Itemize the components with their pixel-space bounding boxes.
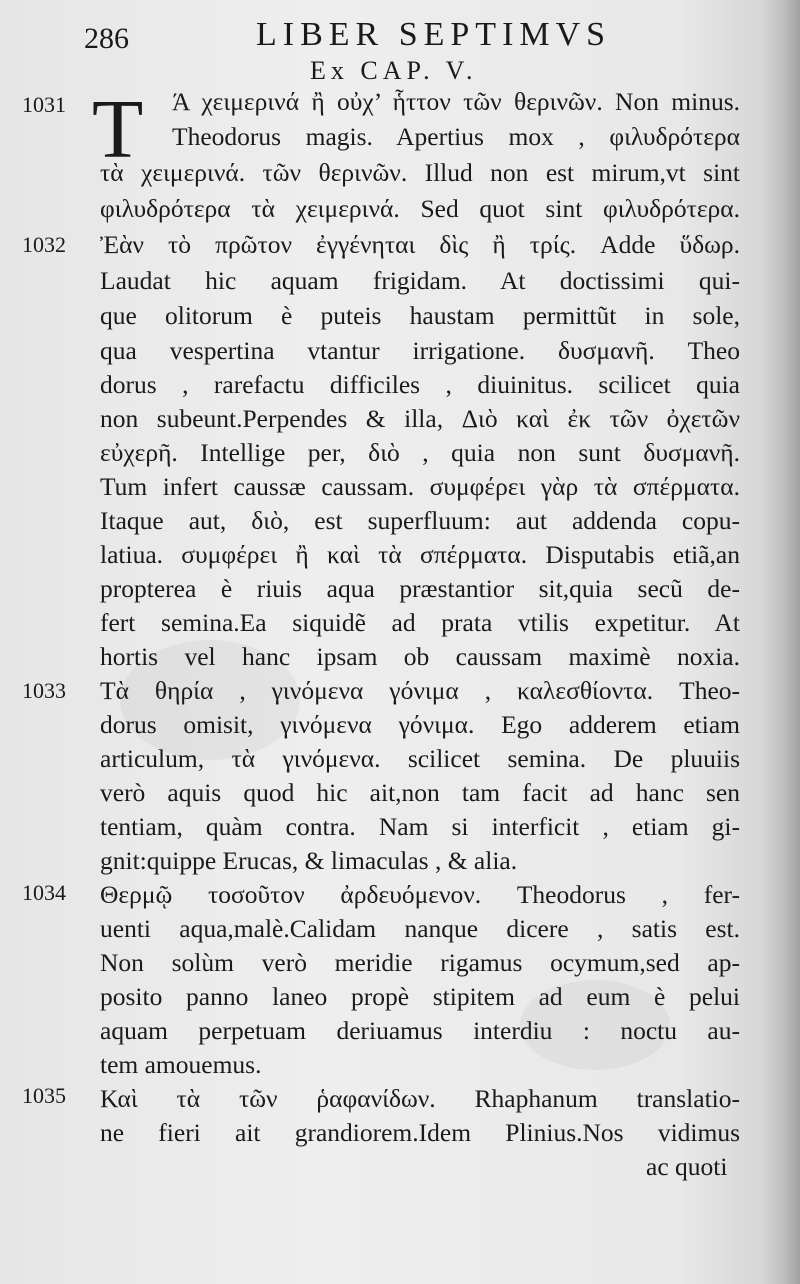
text-line: uenti aqua,malè.Calidam nanque dicere , satis est. bbox=[100, 914, 740, 943]
text-line: ne fieri ait grandiorem.Idem Plinius.Nos vidimus bbox=[100, 1118, 740, 1147]
text-line: hortis vel hanc ipsam ob caussam maximè noxia. bbox=[100, 642, 740, 671]
text-line: Non solùm verò meridie rigamus ocymum,sed ap- bbox=[100, 948, 740, 977]
text-line: φιλυδρότερα τὰ χειμερινά. Sed quot sint φιλυδρότερα. bbox=[100, 194, 740, 223]
text-line: propterea è riuis aqua præstantior sit,quia secũ de- bbox=[100, 574, 740, 603]
text-line: latiua. συμφέρει ἢ καὶ τὰ σπέρματα. Disputabis etiã,an bbox=[100, 540, 740, 569]
text-line: tem amouemus. bbox=[100, 1050, 262, 1079]
text-line: Καὶ τὰ τῶν ῥαφανίδων. Rhaphanum translatio- bbox=[100, 1084, 740, 1113]
text-line: Itaque aut, διὸ, est superfluum: aut addenda copu- bbox=[100, 506, 740, 535]
catchword: ac quoti bbox=[646, 1152, 728, 1181]
text-line: εὐχερῆ. Intellige per, διὸ , quia non sunt δυσμανῆ. bbox=[100, 438, 740, 467]
text-line: tentiam, quàm contra. Nam si interficit , etiam gi- bbox=[100, 812, 740, 841]
text-line: Θερμῷ τοσοῦτον ἀρδευόμενον. Theodorus , fer- bbox=[100, 880, 740, 909]
text-line: Ά χειμερινά ἢ οὐχ’ ἧττον τῶν θερινῶν. Non minus. bbox=[172, 87, 740, 116]
margin-number: 1031 bbox=[22, 92, 66, 117]
text-line: que olitorum è puteis haustam permittũt in sole, bbox=[100, 301, 740, 330]
running-head: LIBER SEPTIMVS bbox=[256, 16, 612, 53]
text-line: dorus omisit, γινόμενα γόνιμα. Ego adderem etiam bbox=[100, 710, 740, 739]
margin-number: 1035 bbox=[22, 1083, 66, 1108]
page-number: 286 bbox=[84, 22, 129, 55]
margin-number: 1034 bbox=[22, 880, 66, 905]
text-line: qua vespertina vtantur irrigatione. δυσμανῆ. Theo bbox=[100, 336, 740, 365]
text-line: verò aquis quod hic ait,non tam facit ad hanc sen bbox=[100, 778, 740, 807]
text-line: Tum infert caussæ caussam. συμφέρει γὰρ τὰ σπέρματα. bbox=[100, 472, 740, 501]
text-line: gnit:quippe Erucas, & limaculas , & alia. bbox=[100, 846, 518, 875]
text-line: non subeunt.Perpendes & illa, Διὸ καὶ ἐκ τῶν ὀχετῶν bbox=[100, 404, 740, 433]
text-line: Laudat hic aquam frigidam. At doctissimi qui- bbox=[100, 266, 740, 295]
text-line: Ἐὰν τὸ πρῶτον ἐγγένηται δὶς ἢ τρίς. Adde ὕδωρ. bbox=[100, 230, 740, 259]
margin-number: 1033 bbox=[22, 678, 66, 703]
text-line: fert semina.Ea siquidẽ ad prata vtilis expetitur. At bbox=[100, 608, 740, 637]
text-line: aquam perpetuam deriuamus interdiu : noctu au- bbox=[100, 1016, 740, 1045]
text-line: Theodorus magis. Apertius mox , φιλυδρότερα bbox=[172, 122, 740, 151]
text-line: dorus , rarefactu difficiles , diuinitus. scilicet quia bbox=[100, 370, 740, 399]
margin-number: 1032 bbox=[22, 232, 66, 257]
text-line: articulum, τὰ γινόμενα. scilicet semina. De pluuiis bbox=[100, 744, 740, 773]
page-edge-shadow bbox=[762, 0, 800, 1284]
text-line: Τὰ θηρία , γινόμενα γόνιμα , καλεσθίοντα. Theo- bbox=[100, 676, 740, 705]
text-line: posito panno laneo propè stipitem ad eum è pelui bbox=[100, 982, 740, 1011]
drop-cap: T bbox=[92, 83, 144, 176]
chapter-heading: Ex CAP. V. bbox=[310, 56, 478, 85]
text-line: τὰ χειμερινά. τῶν θερινῶν. Illud non est mirum,vt sint bbox=[100, 158, 740, 187]
